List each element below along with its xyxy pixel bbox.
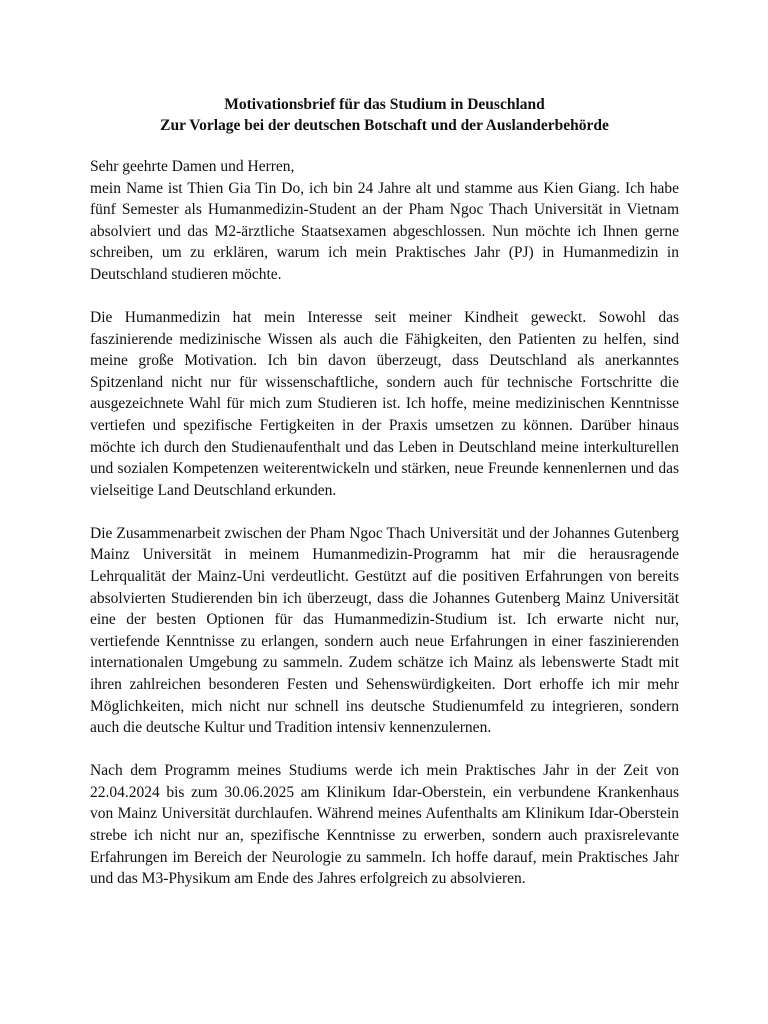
paragraph-practical-year: Nach dem Programm meines Studiums werde ich mein Praktisches Jahr in der Zeit von 22.04.2024 bis zum 30.06.2025 am Klinikum Idar-Oberstein, ein verbundene Krankenhaus von Mainz Universität durchlaufen. Während meines Aufenthalts am Klinikum Idar-Oberstein strebe ich nicht nur an, spezifische Kenntnisse zu erwerben, sondern auch praxisrelevante Erfahrungen im Bereich der Neurologie zu sammeln. Ich hoffe darauf, mein Praktisches Jahr und das M3-Physikum am Ende des Jahres erfolgreich zu absolvieren. [90, 762, 679, 888]
letter-salutation: Sehr geehrte Damen und Herren, [90, 158, 295, 175]
paragraph-motivation: Die Humanmedizin hat mein Interesse seit meiner Kindheit geweckt. Sowohl das faszinierende medizinische Wissen als auch die Fähigkeiten, den Patienten zu helfen, sind meine große Motivation. Ich bin davon überzeugt, dass Deutschland als anerkanntes Spitzenland nicht nur für wissenschaftliche, sondern auch für technische Fortschritte die ausgezeichnete Wahl für mich zum Studieren ist. Ich hoffe, meine medizinischen Kenntnisse vertiefen und spezifische Fertigkeiten in der Praxis umsetzen zu können. Darüber hinaus möchte ich durch den Studienaufenthalt und das Leben in Deutschland meine interkulturellen und sozialen Kompetenzen weiterentwickeln und stärken, neue Freunde kennenlernen und das vielseitige Land Deutschland erkunden. [90, 308, 679, 499]
letter-title-line-2: Zur Vorlage bei der deutschen Botschaft und der Auslanderbehörde [160, 117, 609, 134]
paragraph-introduction: mein Name ist Thien Gia Tin Do, ich bin 24 Jahre alt und stamme aus Kien Giang. Ich habe fünf Semester als Humanmedizin-Student an der Pham Ngoc Thach Universität in Vietnam absolviert und das M2-ärztliche Staatsexamen abgeschlossen. Nun möchte ich Ihnen gerne schreiben, um zu erklären, warum ich mein Praktisches Jahr (PJ) in Humanmedizin in Deutschland studieren möchte. [90, 179, 679, 283]
letter-page [90, 94, 679, 890]
paragraph-university-choice: Die Zusammenarbeit zwischen der Pham Ngoc Thach Universität und der Johannes Gutenberg Mainz Universität in meinem Humanmedizin-Programm hat mir die herausragende Lehrqualität der Mainz-Uni verdeutlicht. Gestützt auf die positiven Erfahrungen von bereits absolvierten Studierenden bin ich überzeugt, dass die Johannes Gutenberg Mainz Universität eine der besten Optionen für das Humanmedizin-Studium ist. Ich erwarte nicht nur, vertiefende Kenntnisse zu erlangen, sondern auch neue Erfahrungen in einer faszinierenden internationalen Umgebung zu sammeln. Zudem schätze ich Mainz als lebenswerte Stadt mit ihren zahlreichen besonderen Festen und Sehenswürdigkeiten. Dort erhoffe ich mir mehr Möglichkeiten, mich nicht nur schnell ins deutsche Studienumfeld zu integrieren, sondern auch die deutsche Kultur und Tradition intensiv kennenzulernen. [90, 524, 679, 737]
letter-title-line-1: Motivationsbrief für das Studium in Deuschland [224, 96, 545, 113]
